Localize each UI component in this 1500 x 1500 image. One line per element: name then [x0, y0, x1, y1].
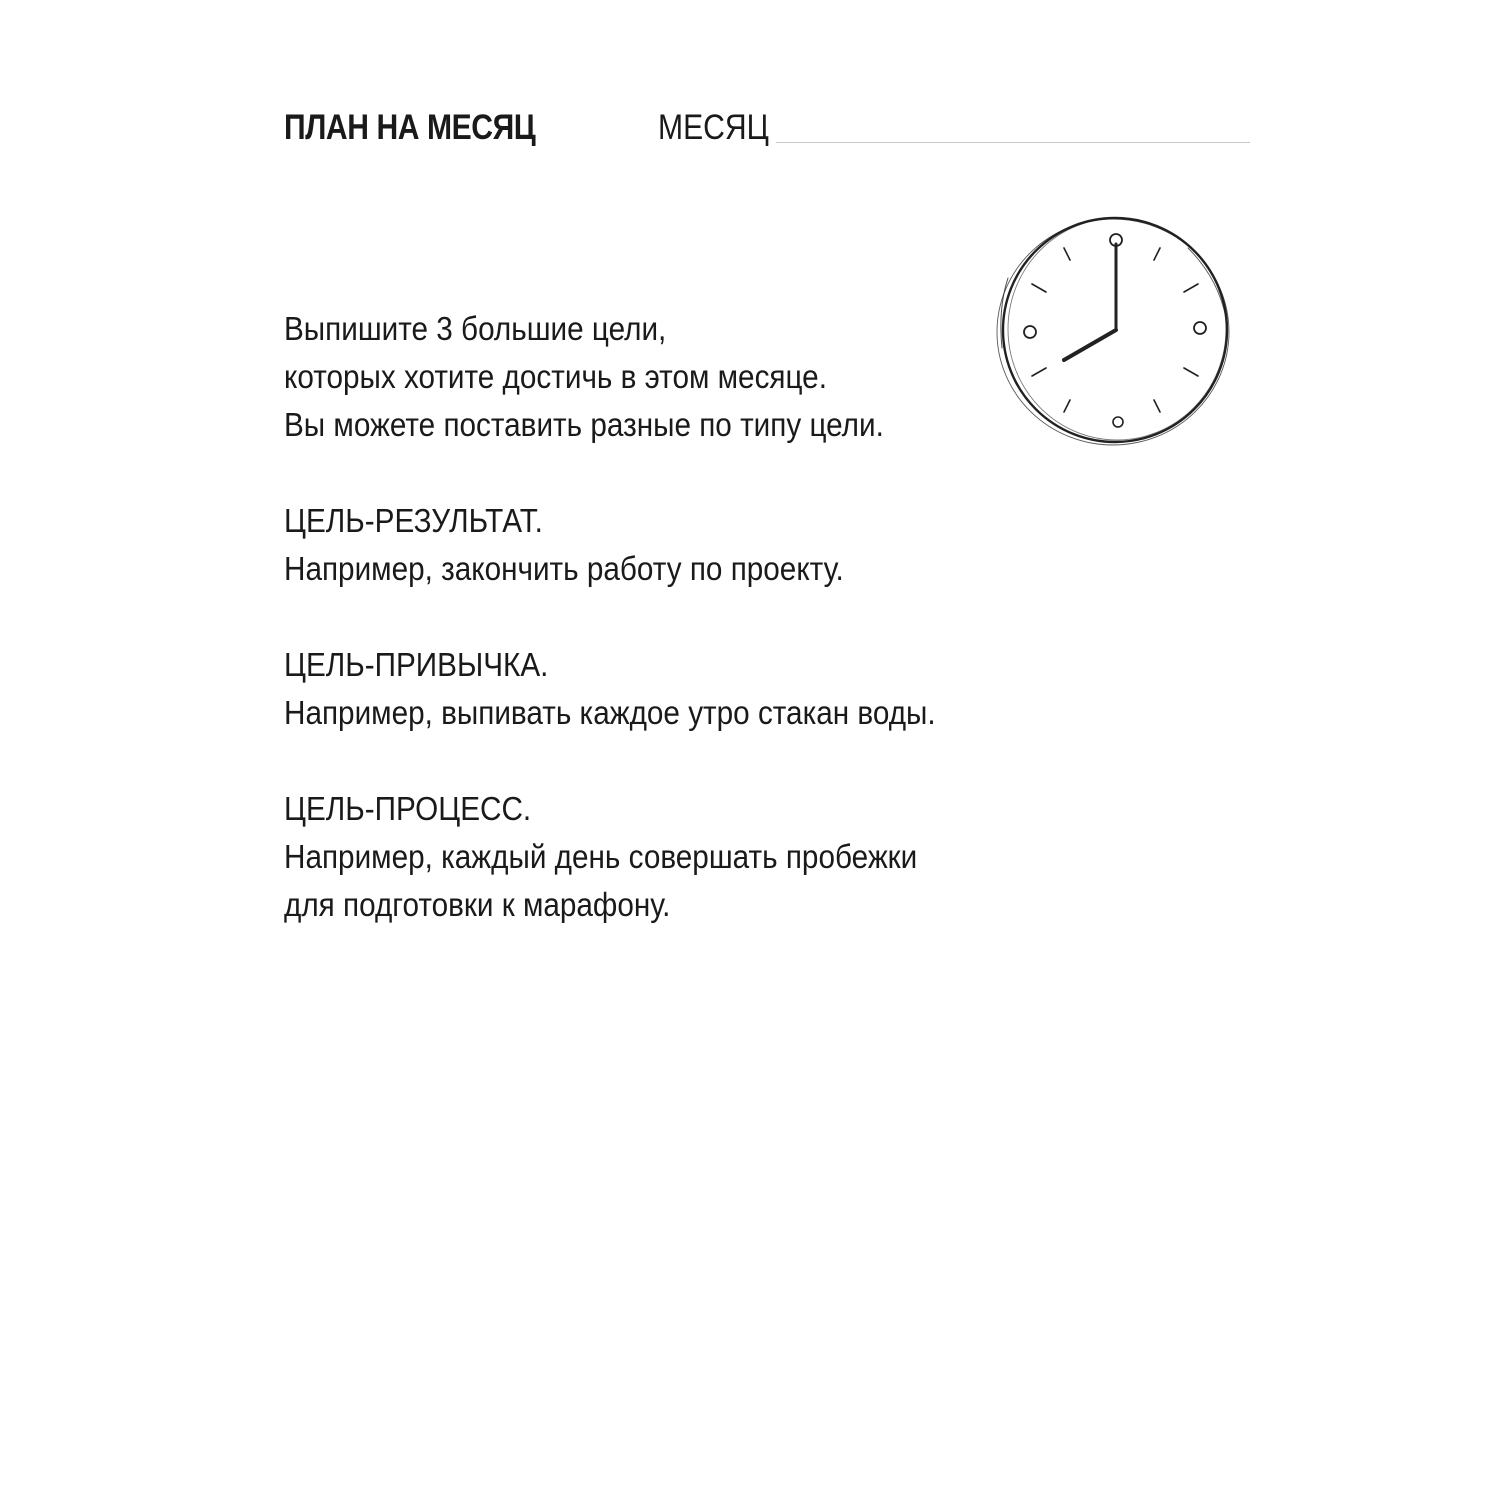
goal-habit-section: [284, 641, 936, 737]
month-label: МЕСЯЦ: [658, 108, 769, 147]
goal-heading: ЦЕЛЬ-РЕЗУЛЬТАТ.: [284, 502, 543, 539]
goal-example: Например, каждый день совершать пробежки: [284, 838, 918, 875]
goal-heading: ЦЕЛЬ-ПРОЦЕСС.: [284, 790, 532, 827]
intro-line: Выпишите 3 большие цели,: [284, 310, 667, 347]
clock-icon: [988, 208, 1238, 458]
intro-line: которых хотите достичь в этом месяце.: [284, 358, 827, 395]
goal-result-section: [284, 497, 844, 593]
intro-line: Вы можете поставить разные по типу цели.: [284, 406, 884, 443]
goal-heading: ЦЕЛЬ-ПРИВЫЧКА.: [284, 646, 549, 683]
goal-example: для подготовки к марафону.: [284, 886, 671, 923]
goal-example: Например, выпивать каждое утро стакан воды.: [284, 694, 936, 731]
month-input-line[interactable]: [776, 142, 1250, 143]
intro-text: [284, 305, 884, 449]
goal-process-section: [284, 785, 917, 929]
goal-example: Например, закончить работу по проекту.: [284, 550, 844, 587]
page-title: ПЛАН НА МЕСЯЦ: [284, 108, 536, 147]
